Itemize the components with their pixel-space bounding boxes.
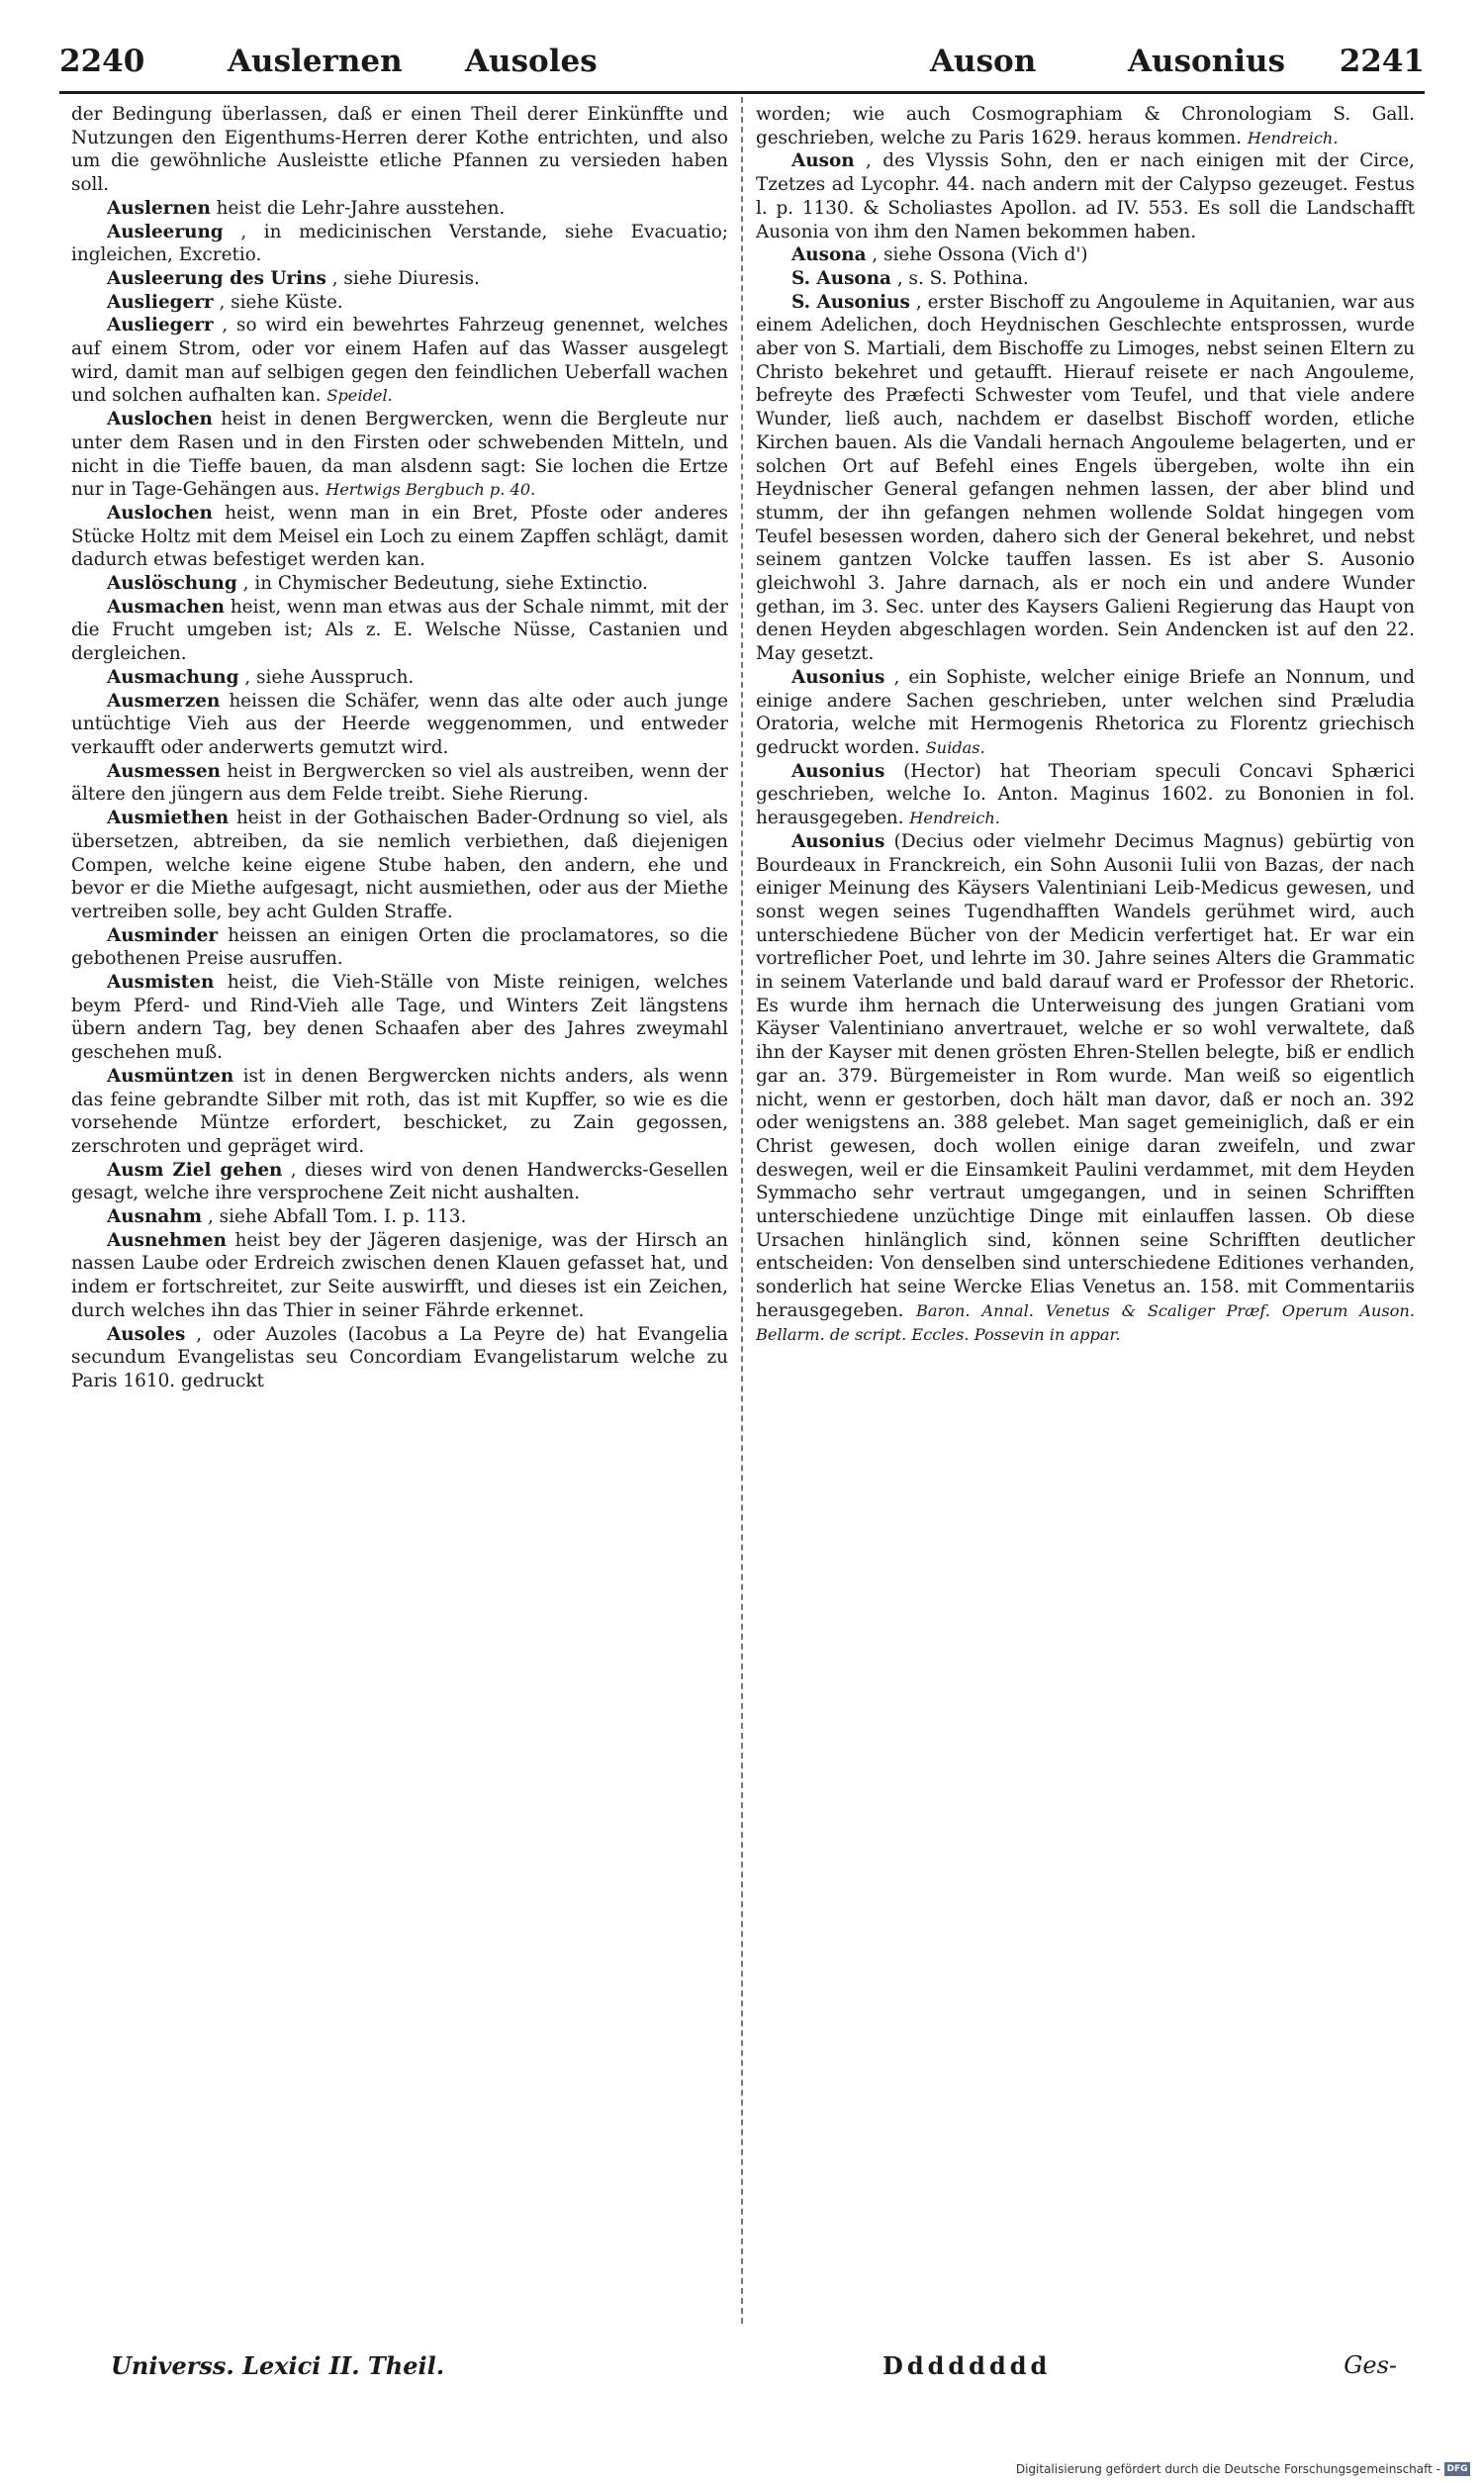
entry-source: Hendreich. — [909, 809, 1000, 828]
entry-lemma: Auson — [791, 150, 855, 172]
dictionary-entry — [71, 314, 728, 408]
entry-text: , siehe Ossona (Vich d') — [872, 244, 1088, 266]
dictionary-entry — [756, 243, 1415, 267]
entry-text: heist in denen Bergwercken, wenn die Bergleute nur unter dem Rasen und in den Firsten oder schwebenden Mitteln, und nicht in die Tieffe bauen, da man alsdenn sagt: Sie lochen die Ertze nur in Tage-Gehängen aus. — [71, 409, 728, 501]
entry-text: , dieses wird von denen Handwercks-Gesellen gesagt, welche ihre versprochene Zeit nicht aushalten. — [71, 1159, 728, 1204]
dictionary-entry — [71, 690, 728, 760]
entry-text: , siehe Diuresis. — [331, 267, 480, 289]
entry-lemma: Ausmüntzen — [107, 1065, 234, 1087]
dictionary-entry — [71, 103, 728, 197]
entry-lemma: Ausliegerr — [107, 291, 214, 313]
entry-text: , des Vlyssis Sohn, den er nach einigen mit der Circe, Tzetzes ad Lycophr. 44. nach andern mit der Calypso gezeuget. Festus l. p. 1130. & Scholiastes Apollon. ad IV. 553. Es soll die Landschafft Ausonia von ihm den Namen bekommen haben. — [756, 150, 1415, 242]
entry-text: , in Chymischer Bedeutung, siehe Extinctio. — [242, 573, 648, 595]
entry-lemma: Ausmachen — [107, 596, 226, 618]
dictionary-entry — [756, 267, 1415, 291]
right-column — [756, 103, 1415, 2340]
entry-text: , siehe Abfall Tom. I. p. 113. — [207, 1206, 467, 1228]
entry-source: Suidas. — [925, 737, 985, 757]
entry-lemma: Ausmerzen — [107, 690, 221, 712]
entry-text: , siehe Ausspruch. — [244, 666, 415, 688]
entry-text: , s. S. Pothina. — [896, 267, 1029, 289]
entry-text: , ein Sophiste, welcher einige Briefe an Nonnum, und einige andere Sachen geschrieben, unter welchen sind Præludia Oratoria, welche mit Hermogenis Rhetorica zu Florentz griechisch gedruckt worden. — [756, 666, 1415, 758]
dictionary-entry — [71, 1065, 728, 1159]
entry-text: , oder Auzoles (Iacobus a La Peyre de) hat Evangelia secundum Evangelistas seu Concordiam Evangelistarum welche zu Paris 1610. gedruckt — [71, 1323, 728, 1391]
entry-lemma: Ausonius — [791, 666, 885, 688]
entry-text: heist in Bergwercken so viel als austreiben, wenn der ältere den jüngern aus dem Felde treibt. Siehe Rierung. — [71, 760, 728, 806]
dictionary-entry — [756, 666, 1415, 760]
entry-text: , siehe Küste. — [219, 291, 343, 313]
entry-lemma: Auslochen — [107, 409, 213, 430]
entry-lemma: Ausona — [791, 244, 867, 266]
entry-source: Speidel. — [326, 386, 393, 406]
dictionary-entry — [71, 924, 728, 971]
entry-source: Hertwigs Bergbuch p. 40. — [325, 480, 536, 500]
running-head-last-right: Ausonius — [1128, 44, 1286, 79]
page-number-right: 2241 — [1339, 44, 1425, 79]
dictionary-entry — [71, 666, 728, 690]
entry-lemma: Ausonius — [791, 830, 885, 852]
entry-lemma: Auslernen — [107, 197, 211, 219]
entry-lemma: Ausleerung — [107, 221, 224, 242]
entry-lemma: Ausleerung des Urins — [107, 267, 326, 289]
entry-text: (Hector) hat Theoriam speculi Concavi Sphærici geschrieben, welche Io. Anton. Maginus 1602. zu Bononien in fol. herausgegeben. — [756, 760, 1415, 829]
entry-lemma: S. Ausonius — [791, 291, 910, 313]
running-head-first-left: Auslernen — [228, 44, 403, 79]
dictionary-entry — [71, 197, 728, 221]
entry-lemma: S. Ausona — [791, 267, 891, 289]
entry-lemma: Ausmiethen — [107, 808, 230, 829]
column-divider — [741, 97, 743, 2324]
entry-lemma: Auslöschung — [107, 573, 237, 595]
entry-text: heissen an einigen Orten die proclamatores, so die gebothenen Preise ausruffen. — [71, 924, 728, 970]
dictionary-entry — [71, 291, 728, 315]
dictionary-entry — [756, 760, 1415, 830]
entry-text: heissen die Schäfer, wenn das alte oder auch junge untüchtige Vieh aus der Heerde weggenommen, und entweder verkaufft oder anderwerts gemutzt wird. — [71, 690, 728, 758]
dictionary-entry — [71, 572, 728, 596]
dictionary-entry — [71, 502, 728, 572]
dictionary-entry — [756, 291, 1415, 666]
entry-text: , in medicinischen Verstande, siehe Evacuatio; ingleichen, Excretio. — [71, 221, 728, 266]
footer-volume-note: Universs. Lexici II. Theil. — [111, 2351, 445, 2380]
entry-lemma: Ausmisten — [107, 972, 215, 994]
entry-lemma: Ausminder — [107, 924, 219, 946]
entry-text: der Bedingung überlassen, daß er einen Theil derer Einkünffte und Nutzungen den Eigenthums-Herren derer Kothe entrichten, und also um die gewöhnliche Ausleistte etliche Pfannen zu versieden haben soll. — [71, 104, 728, 196]
entry-lemma: Ausm Ziel gehen — [107, 1159, 283, 1181]
entry-lemma: Ausmessen — [107, 760, 221, 782]
dictionary-entry — [71, 971, 728, 1065]
dictionary-entry — [71, 221, 728, 267]
dfg-logo-icon: DFG — [1444, 2462, 1470, 2476]
page-footer — [71, 2351, 1417, 2387]
entry-text: ist in denen Bergwercken nichts anders, als wenn das feine gebrandte Silber mit roth, das ist mit Kupffer, so wie es die vorsehende Müntze erfordert, beschicket, zu Zain gegossen, zerschroten und gepräget wird. — [71, 1065, 728, 1157]
entry-lemma: Ausnahm — [107, 1206, 203, 1228]
entry-text: (Decius oder vielmehr Decimus Magnus) gebürtig von Bourdeaux in Franckreich, ein Sohn Ausonii Iulii von Bazas, der nach einiger Meinung des Käysers Valentiniani Leib-Medicus gewesen, und sonst wegen seines Tugendhafften Wandels gerühmet wird, auch unterschiedene Bücher von der Medicin verfertiget hat. Er war ein vortreflicher Poet, und lehrte im 30. Jahre seines Alters die Grammatic in seinem Vaterlande und bald darauf ward er Professor der Rhetoric. Es wurde ihm hernach die Unterweisung des jungen Gratiani vom Käyser Valentiniano anvertrauet, welche er so wohl verwaltete, daß ihn der Kayser mit denen grösten Ehren-Stellen belegte, biß er endlich gar an. 379. Bürgemeister in Rom wurde. Man weiß so eigentlich nicht, wenn er gestorben, doch hält man davor, daß er noch an. 392 oder wenigstens an. 388 gelebet. Man saget gemeiniglich, daß er ein Christ gewesen, doch wollen einige daran zweifeln, und zwar deswegen, weil er die Einsamkeit Paulini verdammet, mit dem Heyden Symmacho sehr vertraut umgegangen, und in seinen Schrifften unterschiedene unzüchtige Dinge mit einlauffen lassen. Ob diese Ursachen hinlänglich sind, können seine Schrifften deutlicher entscheiden: Von denselben sind unterschiedene Editiones verhanden, sonderlich hat seine Wercke Elias Venetus an. 158. mit Commentariis herausgegeben. — [756, 830, 1415, 1321]
page-header — [59, 34, 1425, 89]
entry-text: worden; wie auch Cosmographiam & Chronologiam S. Gall. geschrieben, welche zu Paris 1629. heraus kommen. — [756, 104, 1415, 148]
dictionary-entry — [71, 267, 728, 291]
entry-source: Hendreich. — [1247, 128, 1339, 147]
dictionary-entry — [71, 1205, 728, 1229]
entry-lemma: Auslochen — [107, 502, 213, 524]
entry-lemma: Ausnehmen — [107, 1229, 227, 1251]
dictionary-entry — [756, 830, 1415, 1346]
dictionary-entry — [71, 1323, 728, 1393]
dictionary-entry — [756, 103, 1415, 149]
dictionary-entry — [71, 408, 728, 502]
entry-lemma: Ausoles — [107, 1323, 186, 1345]
entry-text: heist die Lehr-Jahre ausstehen. — [216, 197, 506, 219]
header-rule — [59, 91, 1425, 94]
running-head-last-left: Ausoles — [465, 44, 598, 79]
dictionary-entry — [71, 1229, 728, 1323]
left-column — [71, 103, 728, 2340]
digitization-credit — [1016, 2459, 1470, 2479]
dictionary-entry — [756, 149, 1415, 243]
entry-lemma: Ausonius — [791, 760, 885, 782]
dictionary-entry — [71, 760, 728, 807]
entry-text: heist, die Vieh-Ställe von Miste reinigen, welches beym Pferd- und Rind-Vieh alle Tage, und Winters Zeit längstens übern andern Tag, bey denen Schaafen aber des Jahres zweymahl geschehen muß. — [71, 972, 728, 1064]
entry-text: heist bey der Jägeren dasjenige, was der Hirsch an nassen Laube oder Erdreich zwischen denen Klauen gefasset hat, und indem er fortschreitet, zur Seite auswirfft, und dieses ist ein Zeichen, durch welches ihn das Thier in seiner Fährde erkennet. — [71, 1229, 728, 1321]
entry-lemma: Ausliegerr — [107, 315, 214, 336]
entry-text: , erster Bischoff zu Angouleme in Aquitanien, war aus einem Adelichen, doch Heydnischen Geschlechte entsprossen, wurde aber von S. Martiali, dem Bischoffe zu Limoges, nebst seinen Eltern zu Christo bekehret und getaufft. Hierauf reisete er nach Angouleme, befreyte des Præfecti Schwester vom Teufel, und that viele andere Wunder, ließ auch, nachdem er daselbst Bischoff worden, etliche Kirchen bauen. Als die Vandali hernach Angouleme belagerten, und er solchen Ort auf Befehl eines Engels übergeben, wolte ihn ein Heydnischer General gefangen nehmen lassen, der aber blind und stumm, der ihn gefangen nehmen wollende Soldat hingegen vom Teufel besessen worden, dahero sich der General bekehret, und nebst seinem gantzen Volcke tauffen lassen. Es ist aber S. Ausonio gleichwohl 3. Jahre darnach, als er noch ein und andere Wunder gethan, im 3. Sec. unter des Kaysers Galieni Regierung das Haupt von denen Heyden abgeschlagen worden. Sein Andencken ist auf den 22. May gesetzt. — [756, 291, 1415, 665]
entry-source: Baron. Annal. Venetus & Scaliger Præf. Operum Auson. Bellarm. de script. Eccles. Possevin in appar. — [756, 1300, 1415, 1344]
credit-text: Digitalisierung gefördert durch die Deutsche Forschungsgemeinschaft - — [1015, 2462, 1440, 2476]
running-head-first-right: Auson — [930, 44, 1037, 79]
dictionary-entry — [71, 596, 728, 666]
dictionary-entry — [71, 807, 728, 924]
printer-signature: Dddddddd — [882, 2351, 1052, 2380]
catchword: Ges- — [1344, 2351, 1397, 2379]
page-number-left: 2240 — [59, 44, 145, 79]
entry-text: , so wird ein bewehrtes Fahrzeug genennet, welches auf einem Strom, oder vor einem Hafen auf das Wasser ausgelegt wird, damit man auf selbigen gegen den feindlichen Ueberfall wachen und solchen aufhalten kan. — [71, 315, 728, 407]
dictionary-entry — [71, 1159, 728, 1205]
entry-lemma: Ausmachung — [107, 666, 239, 688]
entry-text: heist in der Gothaischen Bader-Ordnung so viel, als übersetzen, abtreiben, da sie nemlich verbiethen, daß diejenigen Compen, welche keine eigene Stube haben, den andern, ehe und bevor er die Miethe aufgesagt, nicht ausmiethen, oder aus der Miethe vertreiben solle, bey acht Gulden Straffe. — [71, 808, 728, 922]
entry-text: heist, wenn man etwas aus der Schale nimmt, mit der die Frucht umgeben ist; Als z. E. Welsche Nüsse, Castanien und dergleichen. — [71, 596, 728, 665]
entry-text: heist, wenn man in ein Bret, Pfoste oder anderes Stücke Holtz mit dem Meisel ein Loch zu einem Zapffen schlägt, damit dadurch etwas befestiget werden kan. — [71, 502, 728, 571]
